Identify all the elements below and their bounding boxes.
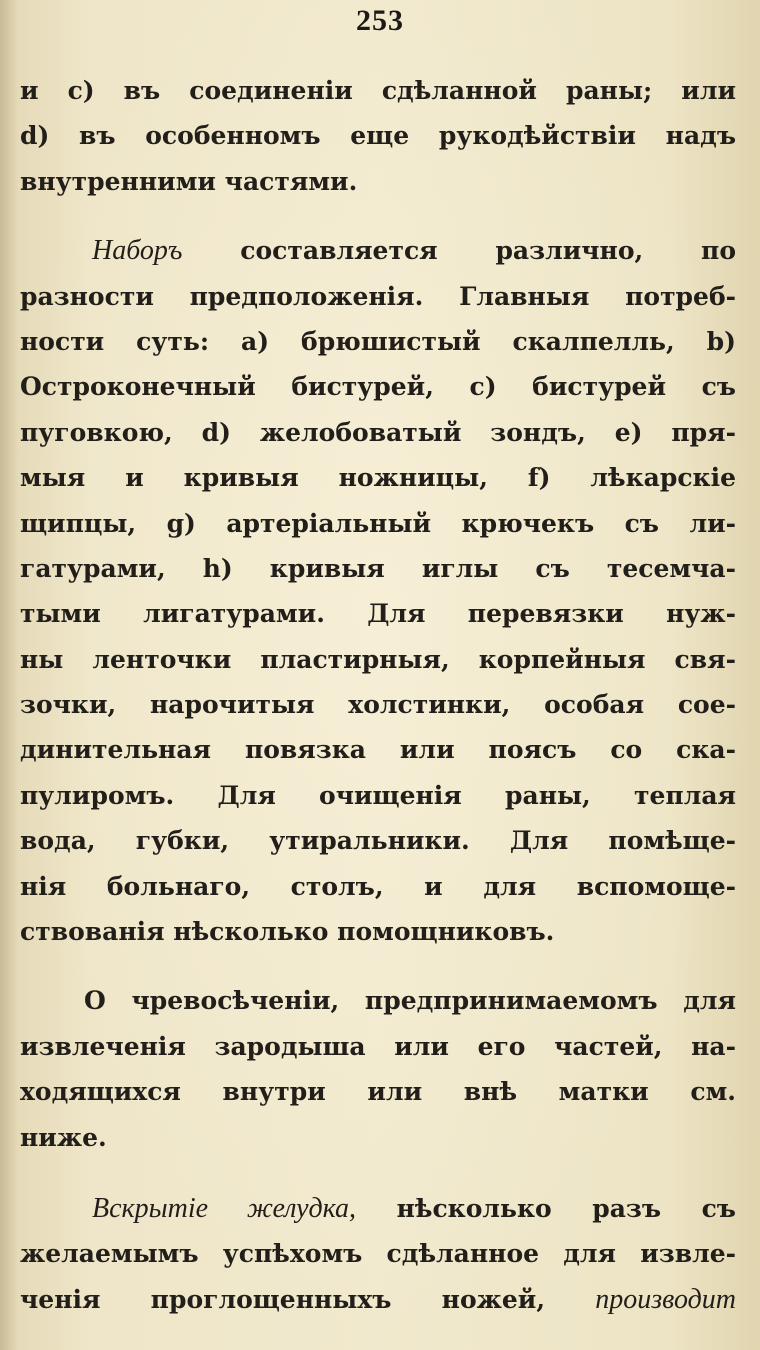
text-line: и с) въ соединеніи сдѣланной раны; или	[20, 76, 736, 105]
text-line: тыми лигатурами. Для перевязки нуж-	[20, 599, 736, 629]
text-line: извлеченія зародыша или его частей, на-	[20, 1031, 736, 1061]
text-line	[20, 228, 736, 273]
italic-term: производит	[595, 1283, 736, 1315]
text-line: ности суть: а) брюшистый скалпелль, b)	[20, 326, 736, 356]
text-line: внутренними частями.	[20, 166, 358, 196]
text-line: d) въ особенномъ еще рукодѣйствіи надъ	[20, 121, 736, 151]
text-line: желаемымъ успѣхомъ сдѣланное для извле-	[20, 1239, 736, 1269]
page-number: 253	[356, 4, 404, 37]
text-line: Остроконечный бистурей, с) бистурей съ	[20, 372, 736, 402]
text-line: ны ленточки пластирныя, корпейныя свя-	[20, 644, 736, 674]
paragraph-1	[20, 68, 736, 204]
italic-term: Вскрытіе желудка,	[92, 1192, 357, 1224]
text-line: О чревосѣченіи, предпринимаемомъ для	[84, 986, 736, 1016]
text-line: нія больнаго, столъ, и для вспомоще-	[20, 871, 736, 901]
paragraph-4	[20, 1186, 736, 1322]
text-line	[20, 1186, 736, 1231]
line-text: ченія проглощенныхъ ножей,	[20, 1284, 546, 1314]
page-text	[20, 68, 736, 1322]
page-gutter-shadow	[0, 0, 18, 1350]
line-text: составляется различно, по	[240, 236, 736, 266]
text-line: мыя и кривыя ножницы, f) лѣкарскіе	[20, 463, 736, 493]
text-line: разности предположенія. Главныя потреб-	[20, 281, 736, 311]
italic-term: Наборъ	[92, 235, 183, 267]
line-text: нѣсколько разъ съ	[396, 1193, 736, 1223]
text-line: зочки, нарочитыя холстинки, особая сое-	[20, 690, 736, 720]
text-line	[20, 1277, 736, 1322]
text-line: ходящихся внутри или внѣ матки см.	[20, 1077, 736, 1107]
text-line: вода, губки, утиральники. Для помѣще-	[20, 826, 736, 856]
text-line: пулиромъ. Для очищенія раны, теплая	[20, 780, 736, 810]
text-line: ствованія нѣсколько помощниковъ.	[20, 917, 555, 947]
paragraph-3	[20, 978, 736, 1160]
text-line: динительная повязка или поясъ со ска-	[20, 735, 736, 765]
text-line: щипцы, g) артеріальный крючекъ съ ли-	[20, 508, 736, 538]
text-line: пуговкою, d) желобоватый зондъ, е) пря-	[20, 417, 736, 447]
text-line: ниже.	[20, 1122, 107, 1152]
paragraph-2	[20, 228, 736, 954]
text-line: гатурами, h) кривыя иглы съ тесемча-	[20, 553, 736, 583]
